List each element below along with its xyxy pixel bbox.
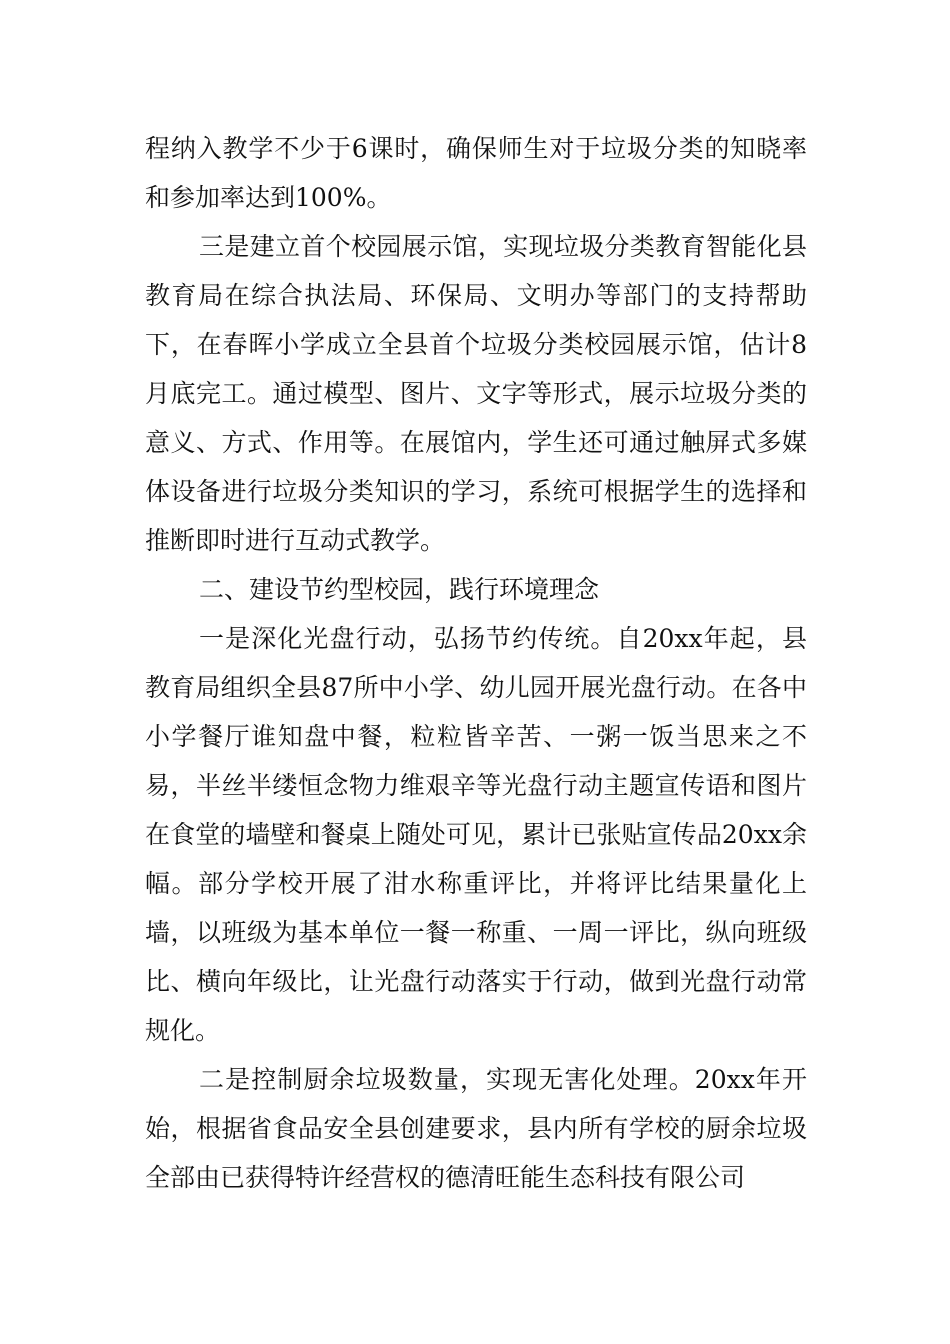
section-heading-conservation-campus: 二、建设节约型校园，践行环境理念 [199, 575, 600, 604]
paragraph-kitchen-waste: 二是控制厨余垃圾数量，实现无害化处理。20xx年开始，根据省食品安全县创建要求，县内所有学校的厨余垃圾全部由已获得特许经营权的德清旺能生态科技有限公司 [145, 1065, 807, 1192]
paragraph-exhibition-hall: 三是建立首个校园展示馆，实现垃圾分类教育智能化县教育局在综合执法局、环保局、文明办等部门的支持帮助下，在春晖小学成立全县首个垃圾分类校园展示馆，估计8月底完工。通过模型、图片、文字等形式，展示垃圾分类的意义、方式、作用等。在展馆内，学生还可通过触屏式多媒体设备进行垃圾分类知识的学习，系统可根据学生的选择和推断即时进行互动式教学。 [145, 232, 807, 555]
document-body [145, 124, 807, 1202]
paragraph-continuation: 程纳入教学不少于6课时，确保师生对于垃圾分类的知晓率和参加率达到100%。 [145, 134, 807, 212]
paragraph-clean-plate-campaign: 一是深化光盘行动，弘扬节约传统。自20xx年起，县教育局组织全县87所中小学、幼儿园开展光盘行动。在各中小学餐厅谁知盘中餐，粒粒皆辛苦、一粥一饭当思来之不易，半丝半缕恒念物力维艰辛等光盘行动主题宣传语和图片在食堂的墙壁和餐桌上随处可见，累计已张贴宣传品20xx余幅。部分学校开展了泔水称重评比，并将评比结果量化上墙，以班级为基本单位一餐一称重、一周一评比，纵向班级比、横向年级比，让光盘行动落实于行动，做到光盘行动常规化。 [145, 624, 807, 1045]
